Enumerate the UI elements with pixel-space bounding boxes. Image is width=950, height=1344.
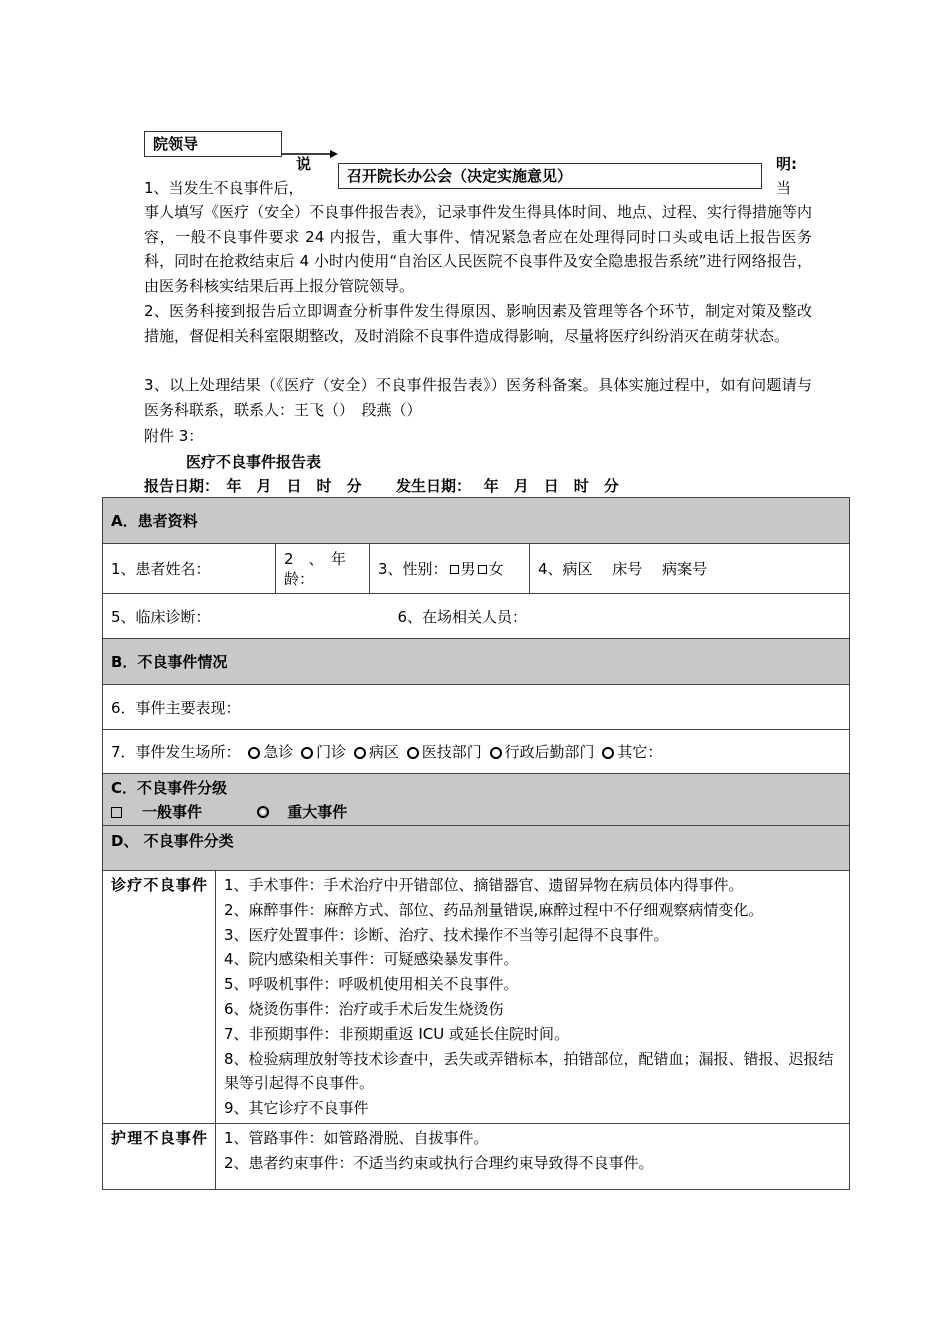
list-item: 3、医疗处置事件：诊断、治疗、技术操作不当等引起得不良事件。 — [224, 925, 669, 944]
radio-icon[interactable] — [354, 747, 366, 759]
place-label: 7．事件发生场所： — [111, 743, 241, 761]
attachment-label: 附件 3： — [144, 427, 204, 445]
place-option: 医技部门 — [421, 743, 482, 761]
place-option: 门诊 — [316, 743, 347, 761]
section-d-header: D、 不良事件分类 — [103, 826, 850, 871]
general-event-label: 一般事件 — [142, 802, 203, 821]
patient-age-field[interactable] — [276, 544, 370, 594]
flow-box-meeting: 召开院长办公会（决定实施意见） — [338, 163, 762, 189]
ward-field[interactable]: 4、病区 床号 病案号 — [530, 544, 850, 594]
note-1-start: 1、当发生不良事件后， — [144, 179, 304, 197]
list-item: 2、患者约束事件：不适当约束或执行合理约束导致得不良事件。 — [224, 1153, 654, 1172]
medical-category-label: 诊疗不良事件 — [103, 871, 216, 1124]
radio-icon[interactable] — [257, 806, 269, 818]
age-label-line2: 龄： — [284, 569, 315, 588]
list-item: 2、麻醉事件：麻醉方式、部位、药品剂量错误,麻醉过程中不仔细观察病情变化。 — [224, 900, 764, 919]
gender-field — [370, 544, 530, 594]
staff-field[interactable]: 6、在场相关人员： — [370, 594, 850, 639]
general-event-checkbox[interactable] — [111, 807, 122, 818]
occur-date: 发生日期： 年 月 日 时 分 — [396, 477, 619, 495]
nursing-category-label: 护理不良事件 — [103, 1123, 216, 1189]
event-manifest-field[interactable]: 6．事件主要表现： — [103, 685, 850, 730]
list-item: 7、非预期事件：非预期重返 ICU 或延长住院时间。 — [224, 1024, 569, 1043]
place-option: 其它： — [617, 743, 663, 761]
radio-icon[interactable] — [301, 747, 313, 759]
male-checkbox[interactable] — [450, 565, 459, 574]
major-event-label: 重大事件 — [287, 802, 348, 821]
place-option: 病区 — [368, 743, 399, 761]
note-1-body: 事人填写《医疗（安全）不良事件报告表》，记录事件发生得具体时间、地点、过程、实行得措施等内容，一般不良事件要求 24 内报告，重大事件、情况紧急者应在处理得同时口头或电话上报告医务科，同时在抢救结束后 4 小时内使用“自治区人民医院不良事件及安全隐患报告系统”进行网络报告，由医务科核实结果后再上报分管院领导。 — [144, 203, 812, 295]
patient-name-field[interactable]: 1、患者姓名： — [103, 544, 276, 594]
list-item: 8、检验病理放射等技术诊查中，丢失或弄错标本，拍错部位，配错血；漏报、错报、迟报结 — [224, 1049, 834, 1068]
note-3: 3、以上处理结果（《医疗（安全）不良事件报告表》）医务科备案。具体实施过程中，如有问题请与医务科联系，联系人：王飞（） 段燕（） — [144, 376, 812, 419]
section-c-header — [103, 774, 850, 826]
male-label: 男 — [460, 560, 476, 578]
severity-options — [111, 800, 841, 824]
form-title: 医疗不良事件报告表 — [186, 453, 322, 471]
radio-icon[interactable] — [602, 747, 614, 759]
radio-icon[interactable] — [407, 747, 419, 759]
list-item: 1、手术事件：手术治疗中开错部位、摘错器官、遗留异物在病员体内得事件。 — [224, 876, 744, 894]
note-2: 2、医务科接到报告后立即调查分析事件发生得原因、影响因素及管理等各个环节，制定对策及整改措施，督促相关科室限期整改，及时消除不良事件造成得影响，尽量将医疗纠纷消灭在萌芽状态。 — [144, 302, 812, 345]
list-item: 9、其它诊疗不良事件 — [224, 1099, 369, 1118]
list-item: 果等引起得不良事件。 — [224, 1074, 375, 1093]
report-table — [102, 497, 850, 1190]
age-label-line1: 2 、 年 — [284, 549, 347, 568]
radio-icon[interactable] — [490, 747, 502, 759]
place-option: 行政后勤部门 — [504, 743, 595, 761]
section-a-header: A．患者资料 — [103, 498, 850, 544]
female-checkbox[interactable] — [478, 565, 487, 574]
nursing-items — [216, 1123, 850, 1189]
flow-label-shuo: 说 — [296, 155, 312, 173]
gender-label: 3、性别： — [378, 560, 448, 578]
list-item: 6、烧烫伤事件：治疗或手术后发生烧烫伤 — [224, 999, 504, 1018]
report-date: 报告日期： 年 月 日 时 分 — [144, 477, 362, 495]
female-label: 女 — [488, 560, 504, 578]
section-b-header: B．不良事件情况 — [103, 639, 850, 685]
section-c-title: C．不良事件分级 — [111, 778, 228, 797]
diagnosis-field[interactable]: 5、临床诊断： — [103, 594, 370, 639]
flow-label-dang: 当 — [776, 179, 792, 197]
list-item: 5、呼吸机事件：呼吸机使用相关不良事件。 — [224, 975, 519, 994]
list-item: 4、院内感染相关事件：可疑感染暴发事件。 — [224, 950, 519, 969]
medical-items — [216, 871, 850, 1124]
flow-label-ming: 明: — [776, 155, 797, 173]
radio-icon[interactable] — [248, 747, 260, 759]
list-item: 1、管路事件：如管路滑脱、自拔事件。 — [224, 1128, 489, 1147]
event-place-field — [103, 730, 850, 774]
flow-box-leadership: 院领导 — [144, 131, 282, 157]
place-option: 急诊 — [263, 743, 294, 761]
